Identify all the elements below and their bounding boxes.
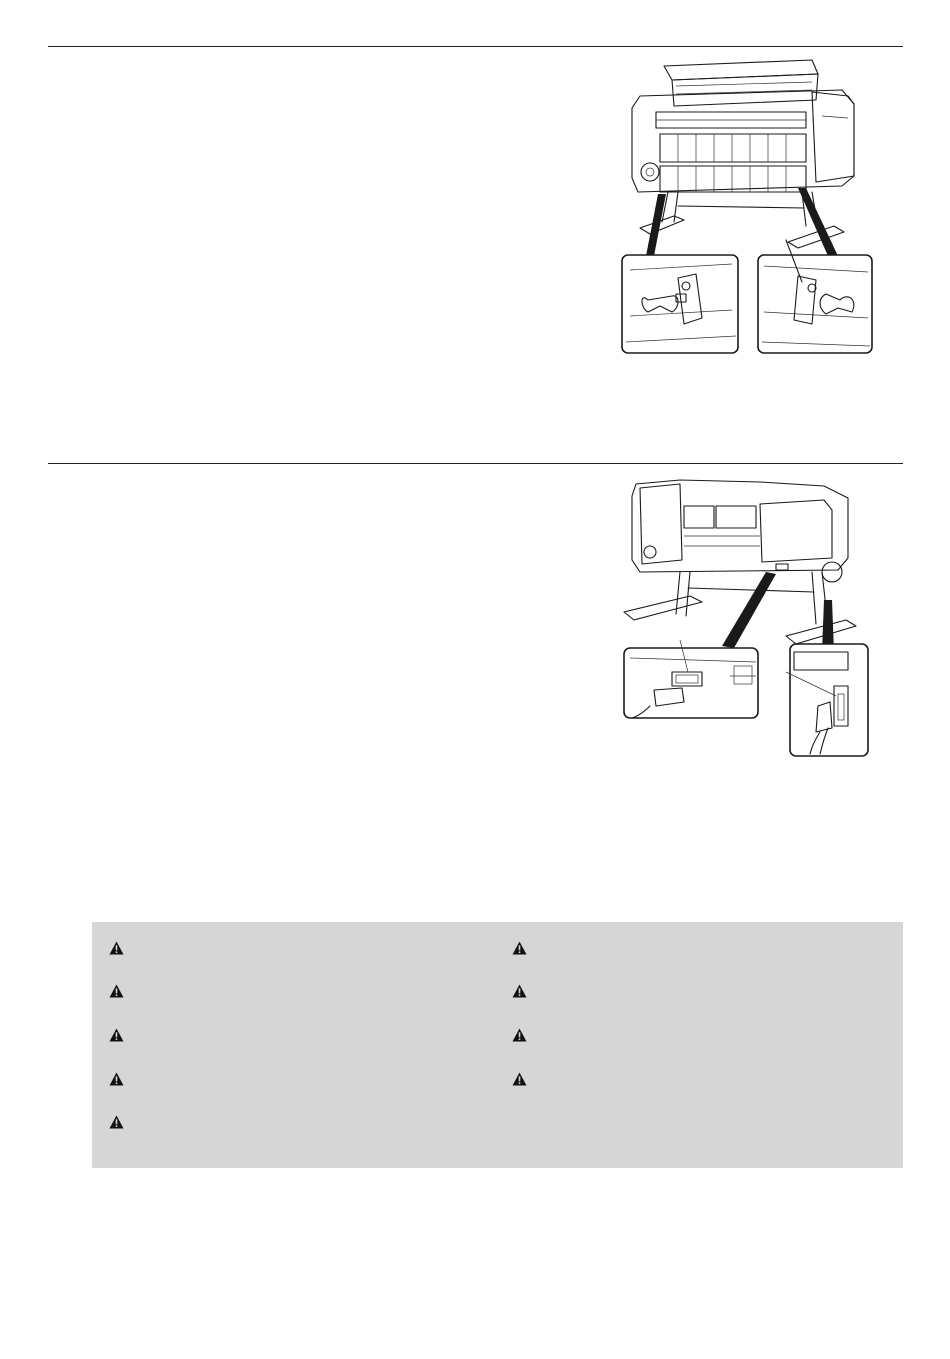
printer-rear-cable-illustration [610, 476, 874, 758]
section-divider-top [48, 46, 903, 47]
warning-triangle-icon [512, 941, 527, 955]
warning-triangle-icon [109, 941, 124, 955]
warning-triangle-icon [512, 984, 527, 998]
warning-box [92, 922, 903, 1168]
section-divider-middle [48, 463, 903, 464]
warning-triangle-icon [109, 984, 124, 998]
printer-rear-stand-illustration [612, 56, 874, 354]
warning-triangle-icon [512, 1028, 527, 1042]
warning-triangle-icon [512, 1072, 527, 1086]
warning-triangle-icon [109, 1072, 124, 1086]
warning-triangle-icon [109, 1115, 124, 1129]
warning-triangle-icon [109, 1028, 124, 1042]
